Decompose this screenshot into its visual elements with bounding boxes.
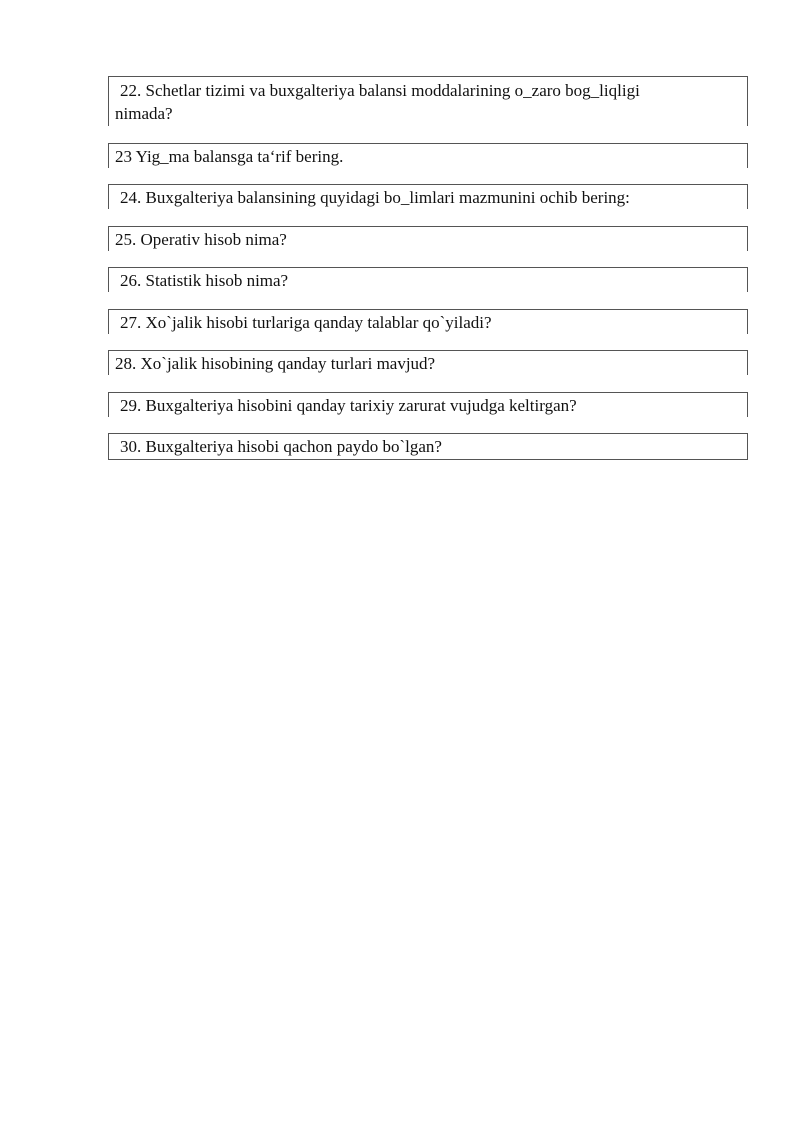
question-text-30: 30. Buxgalteriya hisobi qachon paydo bo`lgan? <box>120 437 442 456</box>
question-box-23 <box>108 143 748 168</box>
question-box-24 <box>108 184 748 209</box>
question-text-28: 28. Xo`jalik hisobining qanday turlari mavjud? <box>115 354 436 373</box>
question-text-23: 23 Yig_ma balansga ta‘rif bering. <box>115 147 344 166</box>
question-box-29 <box>108 392 748 417</box>
question-text-27: 27. Xo`jalik hisobi turlariga qanday talablar qo`yiladi? <box>120 313 492 332</box>
question-text-22-line1: 22. Schetlar tizimi va buxgalteriya balansi moddalarining o_zaro bog_liqligi <box>120 81 640 100</box>
question-box-27 <box>108 309 748 334</box>
question-box-26 <box>108 267 748 292</box>
question-text-26: 26. Statistik hisob nima? <box>120 271 289 290</box>
question-text-24: 24. Buxgalteriya balansining quyidagi bo_limlari mazmunini ochib bering: <box>120 188 630 207</box>
question-box-30 <box>108 433 748 460</box>
question-text-22-line2: nimada? <box>115 104 173 123</box>
question-box-22 <box>108 76 748 126</box>
question-box-28 <box>108 350 748 375</box>
question-box-25 <box>108 226 748 251</box>
question-text-25: 25. Operativ hisob nima? <box>115 230 287 249</box>
question-text-29: 29. Buxgalteriya hisobini qanday tarixiy zarurat vujudga keltirgan? <box>120 396 577 415</box>
